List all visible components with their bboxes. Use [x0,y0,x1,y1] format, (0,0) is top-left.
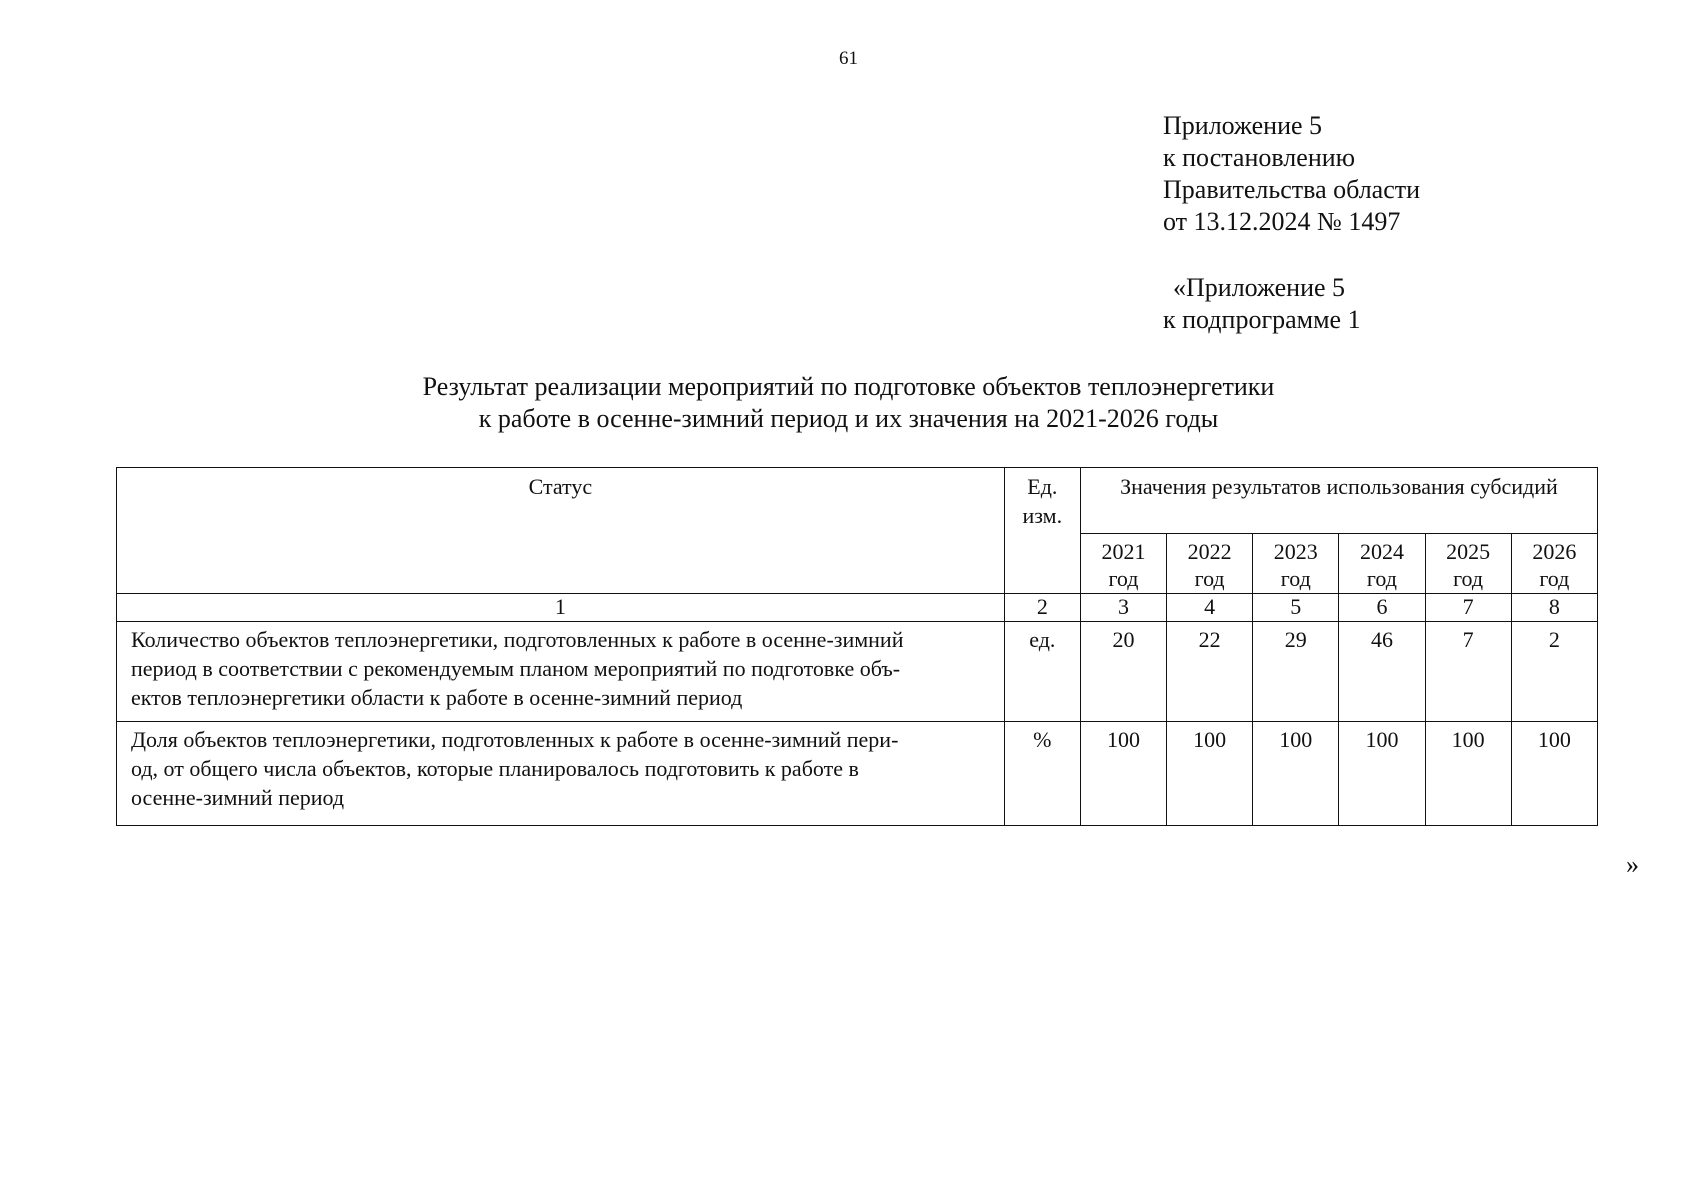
year-label: 2026 [1532,538,1577,564]
row-value-2023: 29 [1253,622,1339,722]
year-suffix: год [1539,565,1570,591]
row-value-2024: 46 [1339,622,1425,722]
year-suffix: год [1194,565,1225,591]
appendix-header [1163,110,1420,238]
column-number: 7 [1425,594,1511,622]
document-title-line: Результат реализации мероприятий по подготовке объектов теплоэнергетики [422,372,1275,401]
year-label: 2023 [1273,538,1318,564]
header-year-2024 [1339,533,1425,593]
row-status-line: од, от общего числа объектов, которые планировалось подготовить к работе в [131,756,859,781]
appendix-sub-line: к подпрограмме 1 [1163,305,1361,334]
header-year-2026 [1511,533,1597,593]
row-value-2024: 100 [1339,722,1425,826]
row-status-line: осенне-зимний период [131,785,345,810]
row-unit: ед. [1004,622,1080,722]
row-status-line: Доля объектов теплоэнергетики, подготовленных к работе в осенне-зимний пери- [131,727,899,752]
row-value-2026: 100 [1511,722,1597,826]
document-title [0,371,1697,435]
header-values: Значения результатов использования субсидий [1080,468,1597,534]
year-label: 2021 [1101,538,1146,564]
header-unit-line: Ед. [1027,474,1058,499]
appendix-header-line: Правительства области [1163,175,1421,204]
year-label: 2022 [1187,538,1232,564]
closing-quote: » [1626,850,1639,879]
row-value-2021: 100 [1080,722,1166,826]
row-status-line: ектов теплоэнергетики области к работе в осенне-зимний период [131,685,743,710]
year-label: 2025 [1446,538,1491,564]
row-value-2025: 7 [1425,622,1511,722]
row-status [117,622,1005,722]
year-suffix: год [1108,565,1139,591]
header-year-2022 [1167,533,1253,593]
row-status [117,722,1005,826]
appendix-subheader [1163,272,1361,336]
document-title-line: к работе в осенне-зимний период и их значения на 2021-2026 годы [478,404,1219,433]
header-year-2023 [1253,533,1339,593]
column-number: 5 [1253,594,1339,622]
row-status-line: Количество объектов теплоэнергетики, подготовленных к работе в осенне-зимний [131,627,904,652]
column-number: 3 [1080,594,1166,622]
table-row [117,722,1598,826]
row-status-line: период в соответствии с рекомендуемым планом мероприятий по подготовке объ- [131,656,901,681]
results-table [116,467,1598,826]
year-suffix: год [1453,565,1484,591]
row-value-2022: 22 [1167,622,1253,722]
appendix-sub-line: «Приложение 5 [1173,273,1346,302]
row-value-2021: 20 [1080,622,1166,722]
column-number: 4 [1167,594,1253,622]
header-year-2021 [1080,533,1166,593]
appendix-header-line: к постановлению [1163,143,1356,172]
appendix-header-line: Приложение 5 [1163,111,1323,140]
header-status: Статус [117,468,1005,594]
year-label: 2024 [1359,538,1404,564]
header-unit [1004,468,1080,594]
row-value-2025: 100 [1425,722,1511,826]
column-number-row [117,594,1598,622]
appendix-header-line: от 13.12.2024 № 1497 [1163,207,1401,236]
column-number: 6 [1339,594,1425,622]
row-unit: % [1004,722,1080,826]
row-value-2022: 100 [1167,722,1253,826]
table-row [117,622,1598,722]
year-suffix: год [1280,565,1311,591]
year-suffix: год [1366,565,1397,591]
column-number: 2 [1004,594,1080,622]
column-number: 8 [1511,594,1597,622]
row-value-2026: 2 [1511,622,1597,722]
page-number: 61 [839,48,858,69]
row-value-2023: 100 [1253,722,1339,826]
header-unit-line: изм. [1022,503,1063,528]
column-number: 1 [117,594,1005,622]
header-year-2025 [1425,533,1511,593]
